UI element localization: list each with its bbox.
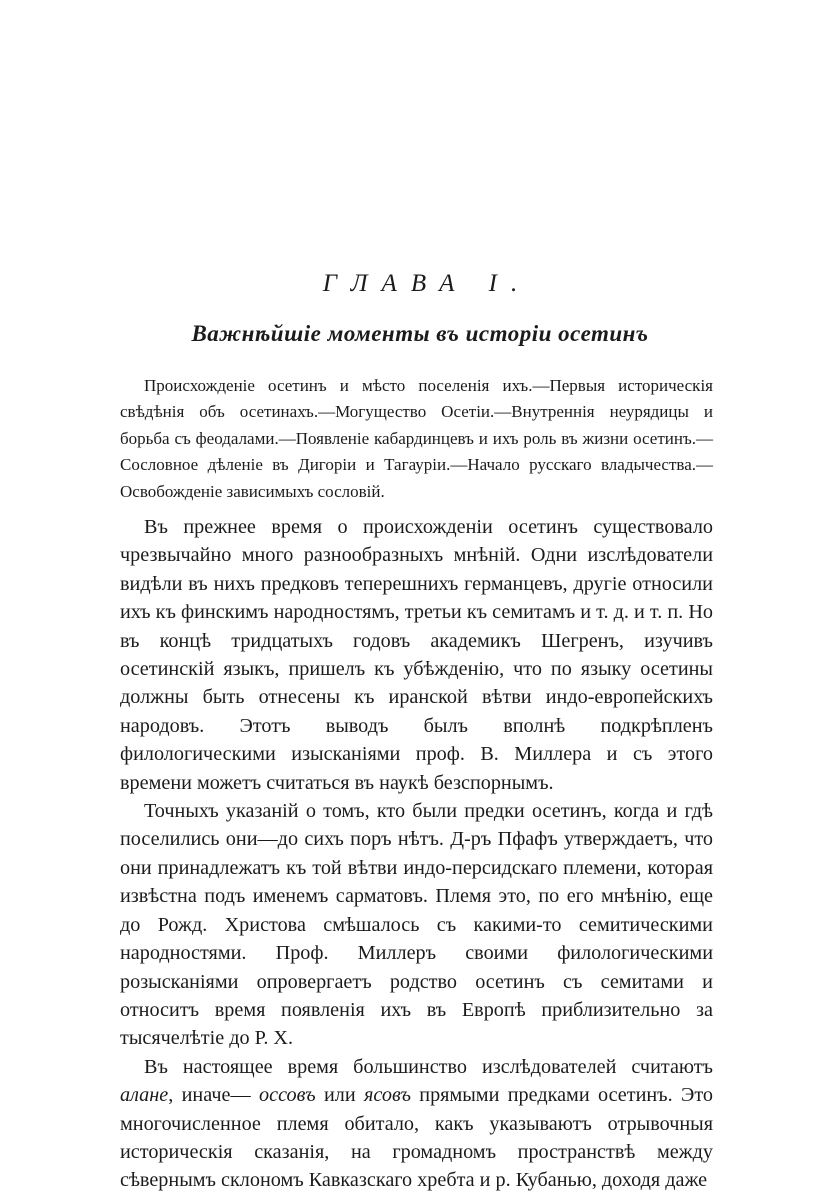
chapter-synopsis: Происхожденіе осетинъ и мѣсто поселенія ихъ.—Первыя историческія свѣдѣнія объ осетинахъ.—Могущество Осетіи.—Внутреннія неурядицы и борьба съ феодалами.—Появленіе кабардинцевъ и ихъ роль въ жизни осетинъ.—Сословное дѣленіе въ Дигоріи и Тагауріи.—Начало русскаго владычества.—Освобожденіе зависимыхъ сословій. (120, 376, 713, 501)
chapter-body (120, 513, 713, 1195)
chapter-title: Важнѣйшіе моменты въ исторіи осетинъ (191, 321, 649, 346)
paragraph-1: Въ прежнее время о происхожденіи осетинъ существовало чрезвычайно много разнообразныхъ мнѣній. Одни изслѣдователи видѣли въ нихъ предковъ теперешнихъ германцевъ, другіе относили ихъ къ финскимъ народностямъ, третьи къ семитамъ и т. д. и т. п. Но въ концѣ тридцатыхъ годовъ академикъ Шегренъ, изучивъ осетинскій языкъ, пришелъ къ убѣжденію, что по языку осетины должны быть отнесены къ иранской вѣтви индо-европейскихъ народовъ. Этотъ выводъ былъ вполнѣ подкрѣпленъ филологическими изысканіями проф. В. Миллера и съ этого времени можетъ считаться въ наукѣ безспорнымъ. (120, 516, 713, 794)
paragraph-3-connector-2: или (315, 1084, 365, 1107)
chapter-heading: ГЛАВА I. (322, 270, 532, 297)
paragraph-3-end: прямыми предками осетинъ. Это многочисленное племя обитало, какъ указываютъ отрывочныя историческія сказанія, на громадномъ пространствѣ между сѣвернымъ склономъ Кавказскаго хребта и р. Кубанью, доходя даже (120, 1084, 713, 1192)
paragraph-3-start: Въ настоящее время большинство изслѣдователей считаютъ (144, 1055, 713, 1078)
paragraph-3-connector-1: , иначе— (168, 1084, 260, 1107)
paragraph-2: Точныхъ указаній о томъ, кто были предки осетинъ, когда и гдѣ поселились они—до сихъ поръ нѣтъ. Д-ръ Пфафъ утверждаетъ, что они принадлежатъ къ той вѣтви индо-персидскаго племени, которая извѣстна подъ именемъ сарматовъ. Племя это, по его мнѣнію, еще до Рожд. Христова смѣшалось съ какими-то семитическими народностями. Проф. Миллеръ своими филологическими розысканіями опровергаетъ родство осетинъ съ семитами и относитъ время появленія ихъ въ Европѣ приблизительно за тысячелѣтіе до Р. Х. (120, 800, 713, 1050)
italic-term-yasov: ясовъ (364, 1084, 411, 1107)
italic-term-alane: алане (120, 1084, 169, 1107)
italic-term-ossov: оссовъ (259, 1084, 316, 1107)
paragraph-3 (120, 1053, 713, 1195)
